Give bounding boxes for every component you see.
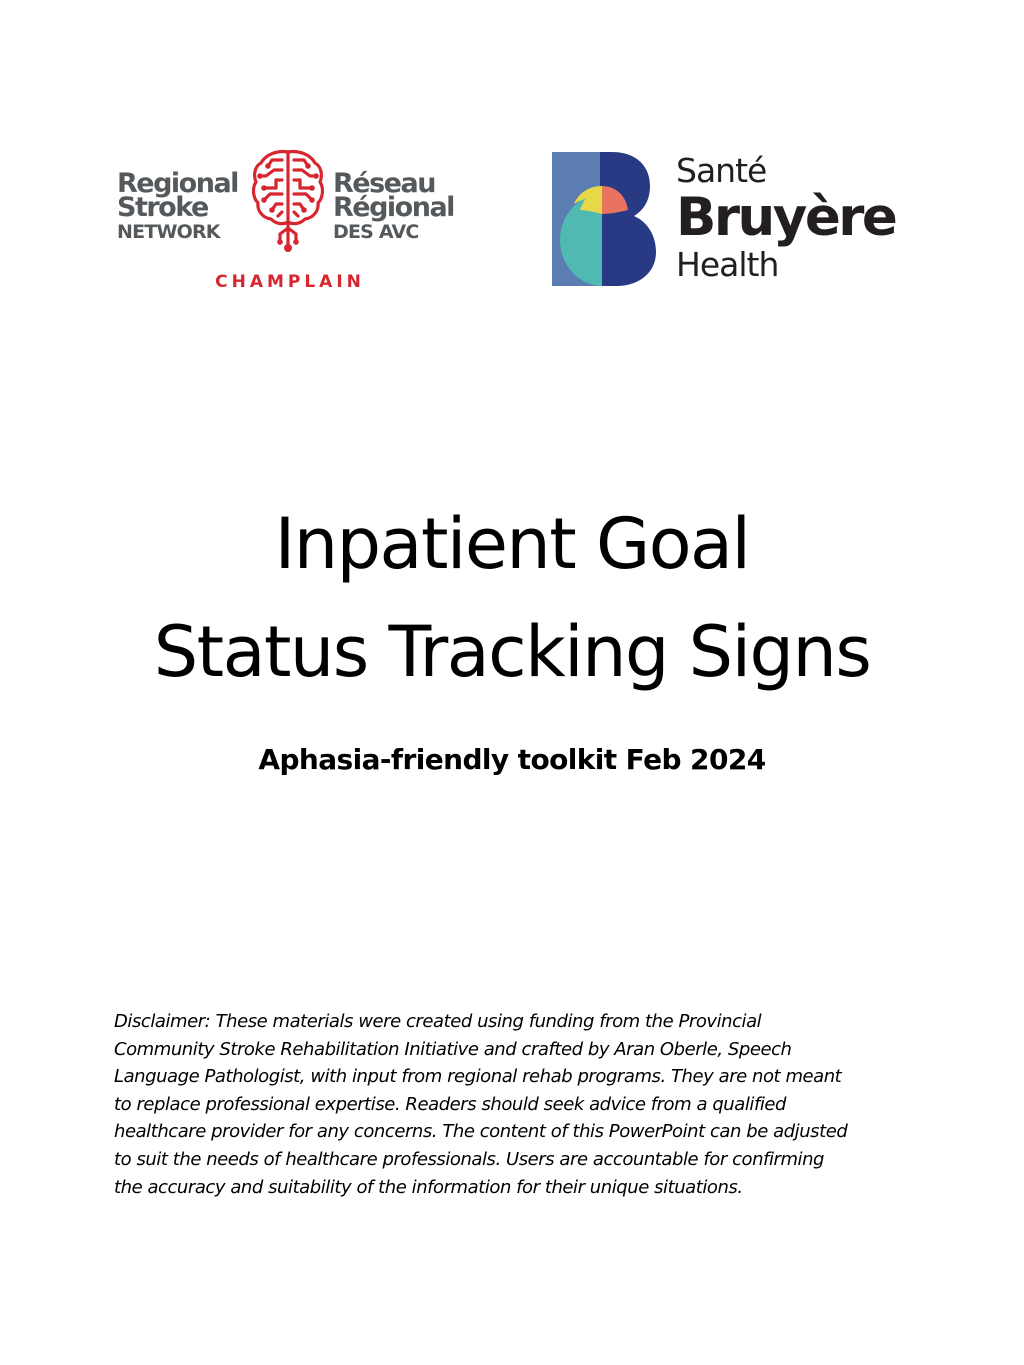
- rsn-region-label: CHAMPLAIN: [215, 272, 365, 292]
- disclaimer-line: Language Pathologist, with input from regional rehab programs. They are not meant: [114, 1066, 842, 1088]
- rsn-line-network: NETWORK: [117, 221, 220, 243]
- bruyere-name-text: Bruyère: [676, 187, 896, 248]
- rsn-english-name: [117, 168, 238, 244]
- rsn-line-stroke: Stroke: [117, 192, 208, 223]
- brain-circuit-icon: [252, 148, 324, 266]
- rsn-french-name: [333, 168, 454, 244]
- disclaimer-line: to suit the needs of healthcare professionals. Users are accountable for confirming: [114, 1148, 825, 1170]
- bruyere-wordmark: [676, 152, 924, 284]
- disclaimer-line: healthcare provider for any concerns. The content of this PowerPoint can be adjusted: [114, 1121, 848, 1143]
- rsn-line-regional-fr: Régional: [333, 192, 454, 223]
- disclaimer-line: Community Stroke Rehabilitation Initiative and crafted by Aran Oberle, Speech: [114, 1038, 792, 1060]
- regional-stroke-network-logo: [112, 148, 464, 294]
- disclaimer-line: Disclaimer: These materials were created using funding from the Provincial: [114, 1011, 762, 1032]
- bruyere-sante-text: Santé: [676, 151, 767, 190]
- document-title: [60, 490, 964, 706]
- disclaimer-line: the accuracy and suitability of the information for their unique situations.: [114, 1176, 743, 1198]
- title-line-1: Inpatient Goal: [274, 503, 750, 585]
- disclaimer-line: to replace professional expertise. Readers should seek advice from a qualified: [114, 1093, 786, 1115]
- document-subtitle: Aphasia-friendly toolkit Feb 2024: [258, 743, 766, 776]
- bruyere-health-text: Health: [676, 245, 779, 284]
- bruyere-logo: [552, 152, 924, 288]
- rsn-line-regional: Regional: [117, 168, 238, 199]
- rsn-line-des-avc: DES AVC: [333, 221, 419, 243]
- bruyere-b-mark-icon: [552, 152, 656, 286]
- title-line-2: Status Tracking Signs: [153, 611, 871, 693]
- rsn-line-reseau: Réseau: [333, 168, 435, 199]
- disclaimer-text: [114, 1008, 914, 1201]
